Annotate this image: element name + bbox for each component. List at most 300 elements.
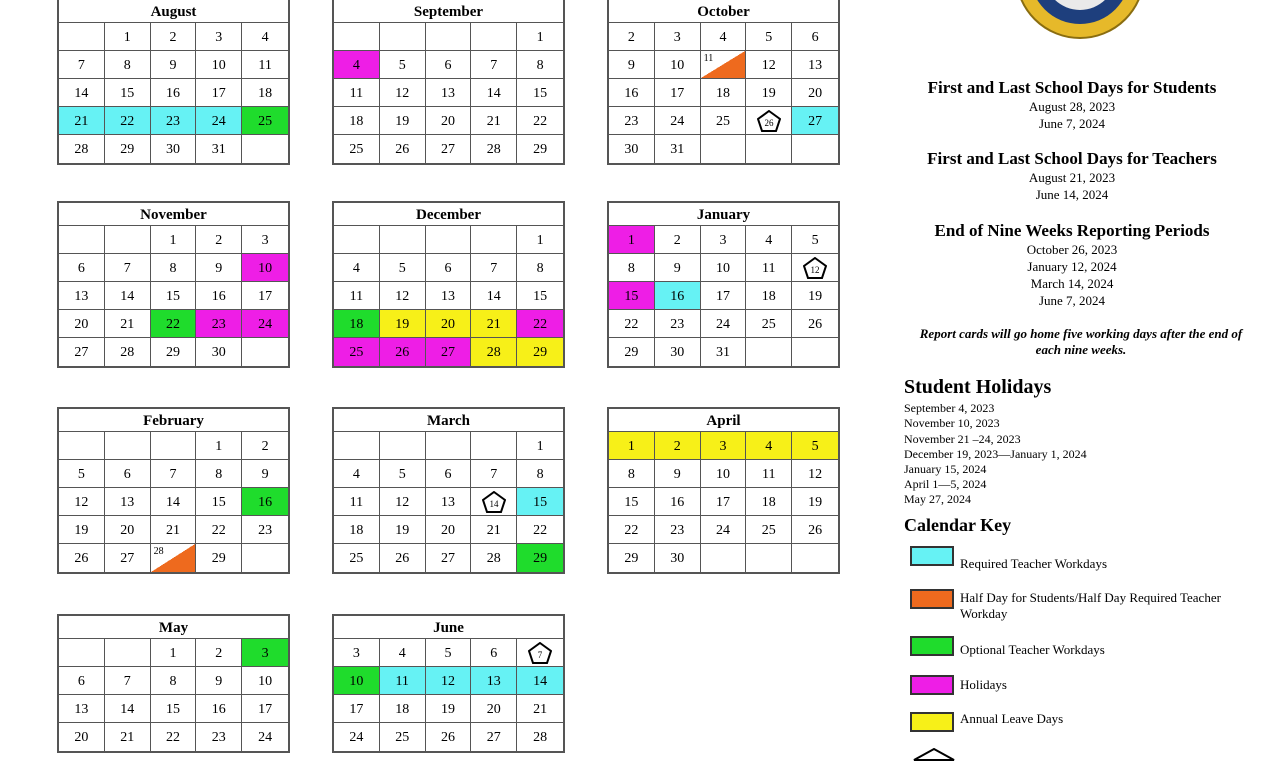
day-cell: 7 (471, 254, 517, 282)
day-cell (426, 432, 472, 460)
day-cell: 9 (242, 460, 288, 488)
day-cell: 3 (701, 226, 747, 254)
day-cell: 21 (105, 723, 151, 751)
day-cell: 20 (792, 79, 838, 107)
day-cell: 12 (746, 51, 792, 79)
day-cell: 18 (334, 310, 380, 338)
day-cell: 9 (609, 51, 655, 79)
day-cell: 8 (196, 460, 242, 488)
day-cell: 21 (151, 516, 197, 544)
month-june (332, 614, 565, 753)
day-cell: 24 (655, 107, 701, 135)
report-cards-note: Report cards will go home five working days after the end of each nine weeks. (919, 326, 1243, 357)
day-cell: 14 (471, 282, 517, 310)
day-cell: 25 (334, 544, 380, 572)
day-cell (746, 544, 792, 572)
day-cell: 24 (242, 310, 288, 338)
pentagon-icon (528, 642, 552, 664)
day-number: 12 (810, 264, 820, 275)
key-swatch-holidays (910, 675, 954, 695)
day-cell: 22 (517, 310, 563, 338)
day-cell: 16 (196, 282, 242, 310)
day-cell: 22 (609, 310, 655, 338)
day-cell (59, 23, 105, 51)
day-cell (792, 544, 838, 572)
key-label-optional: Optional Teacher Workdays (960, 642, 1105, 657)
day-cell: 11 (242, 51, 288, 79)
day-cell: 23 (242, 516, 288, 544)
day-cell (151, 544, 197, 572)
day-cell: 7 (105, 254, 151, 282)
day-cell: 24 (701, 310, 747, 338)
day-cell: 24 (701, 516, 747, 544)
day-cell (380, 432, 426, 460)
day-cell: 25 (334, 338, 380, 366)
day-cell: 17 (196, 79, 242, 107)
day-cell: 16 (655, 488, 701, 516)
day-cell: 9 (151, 51, 197, 79)
key-swatch-half-day (910, 589, 954, 609)
day-cell: 18 (701, 79, 747, 107)
day-cell: 25 (334, 135, 380, 163)
teachers-first-date: August 21, 2023 (1028, 170, 1116, 185)
day-cell: 9 (196, 667, 242, 695)
day-cell: 25 (701, 107, 747, 135)
month-august (57, 0, 290, 165)
day-cell: 21 (59, 107, 105, 135)
day-grid (59, 226, 288, 366)
day-cell: 29 (609, 544, 655, 572)
month-title: August (59, 0, 288, 23)
day-grid (59, 639, 288, 751)
day-cell: 6 (471, 639, 517, 667)
day-grid (59, 432, 288, 572)
day-cell: 8 (151, 254, 197, 282)
day-cell: 2 (655, 226, 701, 254)
day-cell: 26 (59, 544, 105, 572)
month-january (607, 201, 840, 368)
day-cell: 19 (746, 79, 792, 107)
student-holidays-title: Student Holidays (904, 376, 1052, 398)
day-cell: 3 (196, 23, 242, 51)
day-cell (792, 338, 838, 366)
day-cell (105, 639, 151, 667)
students-days-title: First and Last School Days for Students (927, 78, 1217, 97)
day-cell (426, 23, 472, 51)
day-cell (701, 135, 747, 163)
month-title: October (609, 0, 838, 23)
students-first-date: August 28, 2023 (1028, 99, 1116, 114)
day-cell: 31 (196, 135, 242, 163)
day-cell: 12 (380, 488, 426, 516)
day-cell: 29 (517, 338, 563, 366)
day-cell: 2 (151, 23, 197, 51)
day-cell: 5 (792, 432, 838, 460)
day-cell: 5 (380, 460, 426, 488)
day-cell: 21 (471, 516, 517, 544)
holiday-item: November 21 –24, 2023 (904, 432, 1021, 446)
day-cell: 23 (151, 107, 197, 135)
day-grid (59, 23, 288, 163)
day-cell: 13 (59, 695, 105, 723)
day-cell: 10 (701, 254, 747, 282)
day-cell: 7 (105, 667, 151, 695)
day-cell: 28 (471, 544, 517, 572)
day-cell: 13 (59, 282, 105, 310)
day-cell (59, 432, 105, 460)
day-cell (242, 338, 288, 366)
day-cell: 30 (609, 135, 655, 163)
teachers-last-date: June 14, 2024 (1035, 187, 1109, 202)
day-cell: 24 (196, 107, 242, 135)
day-cell: 23 (609, 107, 655, 135)
day-cell: 8 (517, 460, 563, 488)
day-cell: 14 (105, 282, 151, 310)
day-cell: 5 (426, 639, 472, 667)
month-september (332, 0, 565, 165)
month-march (332, 407, 565, 574)
day-cell: 12 (59, 488, 105, 516)
day-number: 7 (537, 649, 543, 660)
day-cell: 22 (517, 107, 563, 135)
day-cell: 4 (334, 254, 380, 282)
day-number: 28 (153, 546, 164, 557)
day-cell: 18 (746, 488, 792, 516)
month-october (607, 0, 840, 165)
key-swatch-optional (910, 636, 954, 656)
day-cell: 15 (609, 488, 655, 516)
day-cell: 8 (609, 460, 655, 488)
pentagon-icon (482, 491, 506, 513)
pentagon-icon (803, 257, 827, 279)
key-label-required: Required Teacher Workdays (960, 556, 1108, 571)
day-cell: 16 (196, 695, 242, 723)
day-cell: 26 (792, 516, 838, 544)
day-cell: 26 (380, 338, 426, 366)
day-cell (242, 135, 288, 163)
day-cell (59, 226, 105, 254)
day-cell: 10 (242, 254, 288, 282)
day-cell: 14 (471, 79, 517, 107)
day-cell: 19 (380, 310, 426, 338)
day-cell: 21 (517, 695, 563, 723)
day-cell: 18 (242, 79, 288, 107)
key-swatch-required (910, 546, 954, 566)
day-cell: 12 (792, 460, 838, 488)
day-cell: 9 (196, 254, 242, 282)
month-title: May (59, 616, 288, 639)
month-title: December (334, 203, 563, 226)
day-cell: 23 (655, 310, 701, 338)
day-cell: 28 (533, 730, 548, 745)
day-cell: 20 (59, 310, 105, 338)
district-seal-logo (1014, 0, 1146, 50)
day-grid (609, 23, 838, 163)
day-cell: 6 (105, 460, 151, 488)
day-cell (471, 488, 517, 516)
day-cell: 9 (655, 460, 701, 488)
day-cell: 6 (426, 254, 472, 282)
day-cell: 4 (746, 432, 792, 460)
day-cell: 4 (746, 226, 792, 254)
day-cell (471, 432, 517, 460)
day-cell: 1 (517, 432, 563, 460)
day-cell: 29 (533, 142, 548, 157)
day-cell: 7 (151, 460, 197, 488)
day-cell (471, 23, 517, 51)
day-cell: 20 (471, 695, 517, 723)
pentagon-icon (757, 110, 781, 132)
day-cell: 26 (380, 544, 426, 572)
day-cell: 5 (792, 226, 838, 254)
day-grid (334, 639, 563, 751)
holiday-item: May 27, 2024 (904, 492, 971, 506)
day-cell: 16 (609, 79, 655, 107)
month-december (332, 201, 565, 368)
day-cell: 30 (655, 544, 701, 572)
month-november (57, 201, 290, 368)
day-cell: 8 (517, 51, 563, 79)
day-cell (701, 544, 747, 572)
day-cell: 1 (517, 23, 563, 51)
day-cell: 26 (380, 135, 426, 163)
day-cell: 22 (151, 310, 197, 338)
day-cell: 23 (655, 516, 701, 544)
day-cell: 6 (59, 667, 105, 695)
day-cell: 17 (242, 282, 288, 310)
day-cell: 1 (196, 432, 242, 460)
day-cell: 24 (258, 730, 273, 745)
day-cell: 22 (517, 516, 563, 544)
day-cell: 5 (59, 460, 105, 488)
month-february (57, 407, 290, 574)
day-cell: 19 (380, 516, 426, 544)
nine-weeks-date-3: March 14, 2024 (1030, 276, 1114, 291)
day-cell: 3 (655, 23, 701, 51)
day-cell: 19 (792, 282, 838, 310)
day-cell: 19 (426, 695, 472, 723)
day-cell: 10 (334, 667, 380, 695)
holiday-item: November 10, 2023 (904, 416, 1000, 430)
day-cell: 28 (59, 135, 105, 163)
day-cell: 27 (471, 723, 517, 751)
day-cell: 8 (609, 254, 655, 282)
day-cell: 15 (105, 79, 151, 107)
day-cell: 21 (471, 310, 517, 338)
day-cell: 8 (105, 51, 151, 79)
day-cell: 15 (517, 488, 563, 516)
day-cell: 13 (792, 51, 838, 79)
day-cell: 2 (609, 23, 655, 51)
day-cell (746, 338, 792, 366)
day-cell: 29 (609, 338, 655, 366)
day-cell: 29 (196, 544, 242, 572)
day-cell: 11 (334, 282, 380, 310)
day-cell: 6 (59, 254, 105, 282)
day-cell: 14 (59, 79, 105, 107)
day-cell: 17 (242, 695, 288, 723)
day-cell: 15 (517, 282, 563, 310)
day-cell (380, 226, 426, 254)
day-cell: 10 (196, 51, 242, 79)
day-cell: 29 (151, 338, 197, 366)
day-cell (59, 639, 105, 667)
day-cell: 1 (151, 226, 197, 254)
key-label-holidays: Holidays (960, 677, 1007, 692)
day-cell: 2 (242, 432, 288, 460)
day-cell: 25 (746, 310, 792, 338)
day-cell: 15 (151, 282, 197, 310)
day-cell: 6 (792, 23, 838, 51)
day-cell: 15 (609, 282, 655, 310)
day-cell: 1 (609, 226, 655, 254)
day-cell: 13 (426, 79, 472, 107)
day-cell: 15 (151, 695, 197, 723)
day-cell: 5 (380, 254, 426, 282)
teachers-days-title: First and Last School Days for Teachers (927, 149, 1217, 168)
day-number: 11 (703, 53, 714, 64)
day-cell: 26 (792, 310, 838, 338)
month-may (57, 614, 290, 753)
day-cell: 20 (426, 516, 472, 544)
day-cell: 30 (151, 135, 197, 163)
holiday-item: September 4, 2023 (904, 401, 995, 415)
day-cell (471, 226, 517, 254)
day-cell: 1 (105, 23, 151, 51)
nine-weeks-date-4: June 7, 2024 (1038, 293, 1106, 308)
day-cell: 18 (334, 516, 380, 544)
day-cell: 7 (59, 51, 105, 79)
day-cell: 30 (655, 338, 701, 366)
day-cell: 22 (151, 723, 197, 751)
day-cell: 10 (242, 667, 288, 695)
day-cell: 4 (334, 51, 380, 79)
day-grid (334, 432, 563, 572)
month-title: November (59, 203, 288, 226)
day-cell: 4 (334, 460, 380, 488)
day-cell: 7 (471, 460, 517, 488)
month-title: March (334, 409, 563, 432)
month-title: June (334, 616, 563, 639)
holiday-item: December 19, 2023—January 1, 2024 (904, 447, 1087, 461)
day-cell (105, 432, 151, 460)
day-cell: 18 (746, 282, 792, 310)
calendar-key-title: Calendar Key (904, 515, 1012, 535)
day-grid (334, 23, 563, 163)
day-cell: 2 (196, 226, 242, 254)
month-title: April (609, 409, 838, 432)
day-cell: 14 (517, 667, 563, 695)
day-cell: 16 (151, 79, 197, 107)
day-cell: 27 (426, 135, 472, 163)
key-swatch-annual-leave (910, 712, 954, 732)
day-cell: 31 (655, 135, 701, 163)
day-cell: 13 (426, 282, 472, 310)
key-label-half-day: Half Day for Students/Half Day Required Teacher Workday (960, 590, 1221, 621)
day-cell: 1 (517, 226, 563, 254)
day-cell: 17 (655, 79, 701, 107)
holiday-item: April 1—5, 2024 (904, 477, 987, 491)
day-cell (242, 544, 288, 572)
key-label-annual-leave: Annual Leave Days (960, 711, 1064, 726)
day-cell: 8 (151, 667, 197, 695)
day-cell: 10 (655, 51, 701, 79)
day-cell: 27 (426, 544, 472, 572)
holiday-item: January 15, 2024 (904, 462, 987, 476)
day-cell: 12 (380, 79, 426, 107)
day-cell (151, 432, 197, 460)
day-cell: 20 (426, 107, 472, 135)
day-cell: 12 (426, 667, 472, 695)
day-cell: 22 (105, 107, 151, 135)
day-cell: 10 (701, 460, 747, 488)
day-number: 14 (489, 498, 499, 509)
day-cell (426, 226, 472, 254)
day-cell: 16 (242, 488, 288, 516)
day-cell: 2 (655, 432, 701, 460)
day-grid (334, 226, 563, 366)
day-cell: 15 (517, 79, 563, 107)
day-cell: 17 (334, 695, 380, 723)
students-last-date: June 7, 2024 (1038, 116, 1106, 131)
day-cell: 14 (151, 488, 197, 516)
day-cell: 12 (380, 282, 426, 310)
day-cell: 27 (426, 338, 472, 366)
day-cell: 7 (471, 51, 517, 79)
day-cell: 21 (471, 107, 517, 135)
day-cell: 22 (196, 516, 242, 544)
day-cell: 4 (242, 23, 288, 51)
day-cell: 3 (242, 226, 288, 254)
day-cell: 14 (105, 695, 151, 723)
day-grid (609, 432, 838, 572)
day-cell: 5 (380, 51, 426, 79)
day-cell: 20 (59, 723, 105, 751)
day-cell: 1 (151, 639, 197, 667)
day-cell (701, 51, 747, 79)
day-cell: 17 (701, 282, 747, 310)
day-cell: 13 (471, 667, 517, 695)
day-cell (517, 639, 563, 667)
day-cell: 4 (380, 639, 426, 667)
day-cell: 21 (105, 310, 151, 338)
day-cell: 19 (380, 107, 426, 135)
day-cell: 30 (196, 338, 242, 366)
month-april (607, 407, 840, 574)
day-cell: 27 (792, 107, 838, 135)
day-cell (746, 107, 792, 135)
month-title: September (334, 0, 563, 23)
day-cell: 29 (105, 135, 151, 163)
day-cell: 28 (105, 338, 151, 366)
day-cell: 27 (105, 544, 151, 572)
day-cell: 28 (471, 135, 517, 163)
day-number: 26 (764, 117, 774, 128)
day-cell: 15 (196, 488, 242, 516)
day-cell: 25 (242, 107, 288, 135)
day-cell (792, 254, 838, 282)
day-cell: 17 (701, 488, 747, 516)
day-cell: 24 (334, 723, 380, 751)
day-cell: 27 (59, 338, 105, 366)
day-cell: 6 (426, 51, 472, 79)
day-cell: 11 (746, 460, 792, 488)
day-cell: 3 (701, 432, 747, 460)
day-cell (792, 135, 838, 163)
day-cell: 13 (105, 488, 151, 516)
day-cell: 18 (380, 695, 426, 723)
day-cell: 23 (196, 310, 242, 338)
